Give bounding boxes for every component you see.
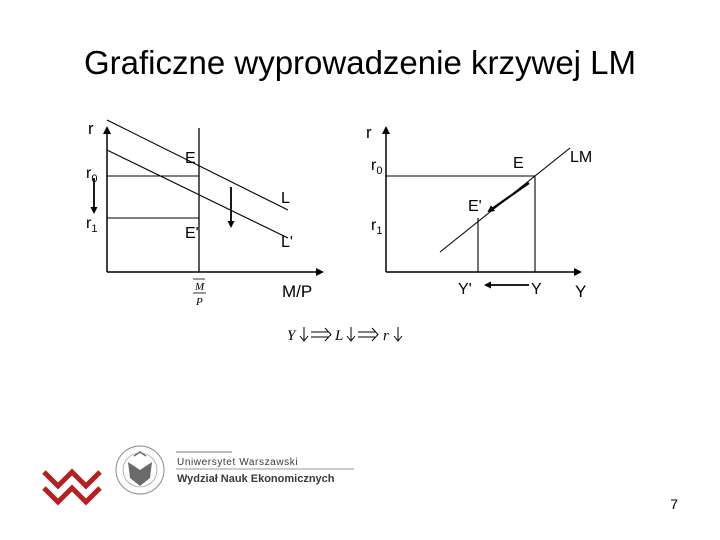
lm-panel xyxy=(366,123,592,301)
lm-curve-label: LM xyxy=(570,149,593,166)
university-name-block xyxy=(176,452,354,485)
lm-Y-label: Y xyxy=(531,281,542,298)
formula-Y: Y xyxy=(287,328,296,344)
lm-point-E-label: E xyxy=(513,155,524,172)
causal-formula xyxy=(287,327,402,344)
money-market-panel xyxy=(86,119,322,308)
implies-arrow-2 xyxy=(358,328,378,341)
supply-numerator: M xyxy=(195,281,205,293)
slide-title: Graficzne wyprowadzenie krzywej LM xyxy=(83,44,637,81)
demand-curve-L xyxy=(107,120,288,210)
implies-arrow-1 xyxy=(311,328,331,341)
curve-L-label: L xyxy=(281,190,290,207)
formula-r: r xyxy=(383,328,389,344)
lm-r0-label: $r_0$ xyxy=(371,157,383,177)
mm-r0-label: $r_0$ xyxy=(86,165,98,185)
lm-Y1-label: Y' xyxy=(458,281,472,298)
curve-L1-label: L' xyxy=(281,234,293,251)
lm-point-E1-label: E' xyxy=(468,198,482,215)
supply-denominator: P xyxy=(196,296,203,308)
lm-r1-label: $r_1$ xyxy=(371,217,383,237)
university-name-line2: Wydział Nauk Ekonomicznych xyxy=(177,473,335,485)
university-name-line1: Uniwersytet Warszawski xyxy=(177,457,299,468)
lm-y-axis-label: r xyxy=(366,123,372,142)
lm-x-axis-label: Y xyxy=(575,282,587,301)
wne-logo-mark xyxy=(44,472,100,502)
lm-movement-arrow xyxy=(489,183,529,211)
university-seal xyxy=(116,446,164,494)
mm-x-axis-label: M/P xyxy=(282,282,313,301)
mm-point-E-label: E xyxy=(185,150,196,167)
formula-L: L xyxy=(335,328,344,344)
page-number: 7 xyxy=(670,496,678,512)
mm-point-E1-label: E' xyxy=(185,225,199,242)
mm-y-axis-label: r xyxy=(88,119,94,138)
money-supply-fraction xyxy=(193,279,206,308)
mm-r1-label: $r_1$ xyxy=(86,215,98,235)
